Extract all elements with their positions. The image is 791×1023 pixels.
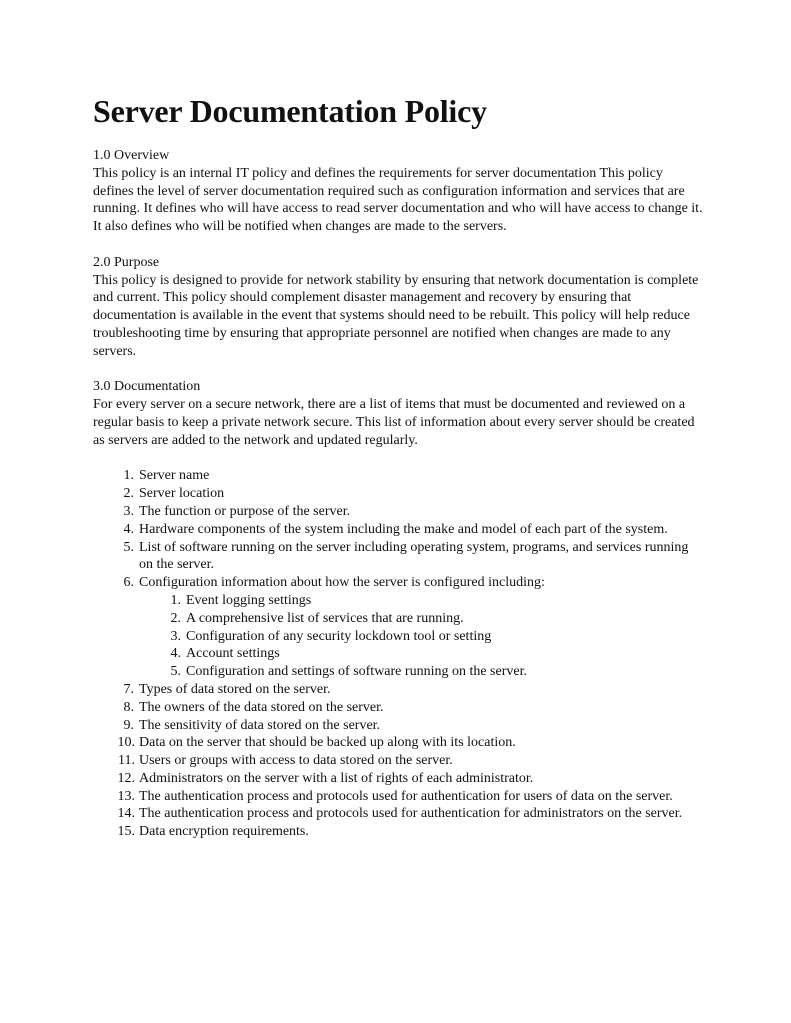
list-item-text: Data encryption requirements.: [139, 824, 309, 840]
sublist-item-text: Configuration and settings of software running on the server.: [186, 664, 527, 680]
list-item: [123, 699, 703, 717]
section-heading: 1.0 Overview: [93, 148, 170, 163]
list-item: [123, 467, 703, 485]
list-item-number: 8.: [123, 699, 134, 715]
list-item-number: 12.: [117, 770, 135, 786]
sublist-item-text: Event logging settings: [186, 592, 312, 608]
list-item-text: Data on the server that should be backed up along with its location.: [139, 735, 516, 751]
list-item: [123, 681, 703, 699]
list-item: [117, 805, 703, 823]
list-item-number: 6.: [123, 575, 134, 591]
sublist-item-text: A comprehensive list of services that are running.: [186, 610, 464, 626]
list-item-number: 9.: [123, 717, 134, 733]
section-documentation: [93, 378, 703, 449]
list-item-text: The function or purpose of the server.: [139, 503, 351, 519]
list-item-number: 11.: [118, 753, 135, 769]
sublist-item-number: 5.: [170, 664, 181, 680]
sublist-item-text: Configuration of any security lockdown tool or setting: [186, 628, 492, 644]
list-item-number: 7.: [123, 681, 134, 697]
sublist-item-number: 2.: [170, 610, 181, 626]
sublist-item-number: 3.: [170, 628, 181, 644]
list-item-text: The owners of the data stored on the server.: [139, 699, 384, 715]
list-item-number: 10.: [117, 735, 135, 751]
section-purpose: [93, 254, 703, 361]
documentation-items-list: [93, 467, 703, 841]
list-item: [117, 734, 703, 752]
section-overview: [93, 147, 703, 236]
sublist-item: [170, 610, 703, 628]
document-title: Server Documentation Policy: [93, 93, 487, 129]
sublist-item: [170, 645, 703, 663]
list-item: [123, 574, 703, 681]
section-heading: 3.0 Documentation: [93, 379, 201, 395]
list-item: [123, 485, 703, 503]
sublist-item-text: Account settings: [186, 646, 280, 662]
list-item: [123, 503, 703, 521]
sublist-item: [170, 663, 703, 681]
list-item-number: 3.: [123, 503, 134, 519]
list-item-number: 13.: [117, 788, 135, 804]
list-item-number: 1.: [123, 468, 134, 484]
list-item-text: The sensitivity of data stored on the server.: [139, 717, 381, 733]
list-item-text: The authentication process and protocols used for authentication for users of data on the server.: [139, 788, 673, 804]
list-item: [117, 788, 703, 806]
list-item-number: 5.: [123, 539, 134, 555]
list-item-text: Hardware components of the system including the make and model of each part of the system.: [139, 521, 668, 537]
section-heading: 2.0 Purpose: [93, 254, 160, 270]
section-paragraph: For every server on a secure network, there are a list of items that must be documented and reviewed on a regular basis to keep a private network secure. This list of information about every server should be created as servers are added to the network and updated regularly.: [93, 397, 695, 448]
list-item-text: Server name: [139, 468, 210, 484]
sublist-item-number: 1.: [170, 592, 181, 608]
configuration-sublist: [139, 592, 703, 681]
section-paragraph: This policy is an internal IT policy and defines the requirements for server documentation This policy defines the level of server documentation required such as configuration information and services that are running. It defines who will have access to read server documentation and who will have access to change it. It also defines who will be notified when changes are made to the servers.: [93, 165, 703, 235]
list-item: [123, 717, 703, 735]
list-item-text: Types of data stored on the server.: [139, 681, 331, 697]
list-item-text: The authentication process and protocols used for authentication for administrators on the server.: [139, 806, 683, 822]
list-item-text: List of software running on the server including operating system, programs, and services running on the server.: [139, 539, 689, 573]
list-item-number: 15.: [117, 824, 135, 840]
sublist-item: [170, 628, 703, 646]
list-item: [123, 539, 703, 575]
list-item: [117, 770, 703, 788]
list-item-text: Users or groups with access to data stored on the server.: [139, 753, 453, 769]
list-item: [118, 752, 703, 770]
list-item-number: 2.: [123, 486, 134, 502]
list-item-text: Configuration information about how the server is configured including:: [139, 575, 545, 591]
list-item-text: Administrators on the server with a list of rights of each administrator.: [139, 770, 534, 786]
sublist-item-number: 4.: [170, 646, 181, 662]
list-item-number: 4.: [123, 521, 134, 537]
section-paragraph: This policy is designed to provide for network stability by ensuring that network documentation is complete and current. This policy should complement disaster management and recovery by ensuring that documentation is available in the event that systems should need to be rebuilt. This policy will help reduce troubleshooting time by ensuring that appropriate personnel are notified when changes are made to any servers.: [93, 272, 699, 359]
sublist-item: [170, 592, 703, 610]
list-item: [117, 823, 703, 841]
list-item-number: 14.: [117, 806, 135, 822]
document-body: [93, 147, 703, 841]
list-item: [123, 521, 703, 539]
list-item-text: Server location: [139, 486, 225, 502]
